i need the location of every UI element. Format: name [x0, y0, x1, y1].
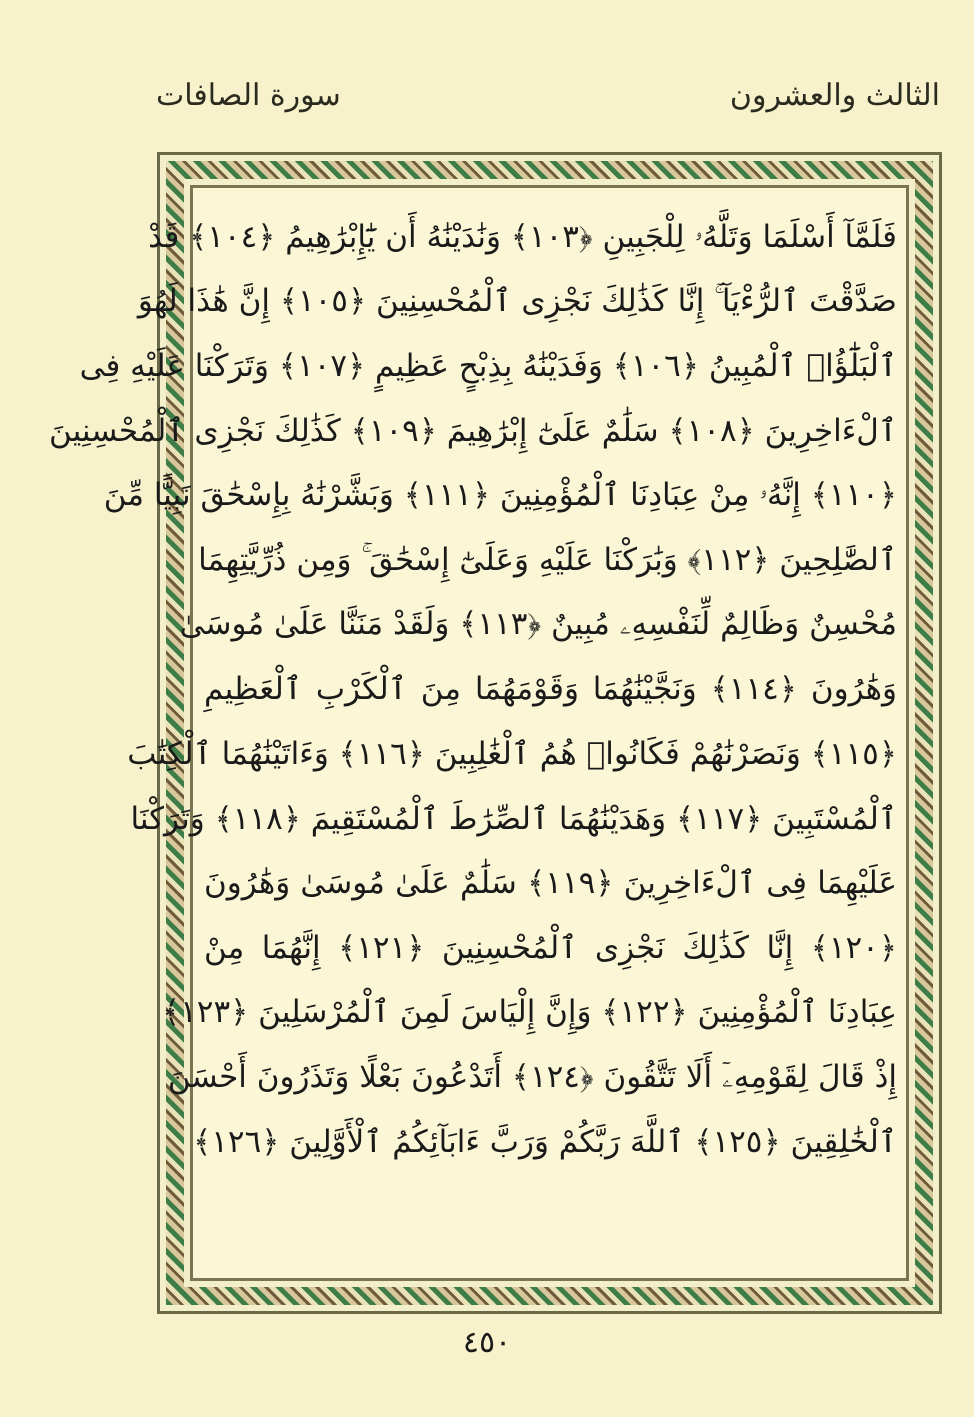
- line-text: عَلَيْهِمَا فِى ٱلْءَاخِرِينَ ﴿١١٩﴾ سَلَٰمٌ عَلَىٰ مُوسَىٰ وَهَٰرُونَ: [204, 865, 897, 902]
- line-text: إِذْ قَالَ لِقَوْمِهِۦٓ أَلَا تَتَّقُونَ ﴿١٢٤﴾ أَتَدْعُونَ بَعْلًا وَتَذَرُونَ أَحْسَنَ: [167, 1058, 897, 1095]
- line-text: ﴿١١٠﴾ إِنَّهُۥ مِنْ عِبَادِنَا ٱلْمُؤْمِنِينَ ﴿١١١﴾ وَبَشَّرْنَٰهُ بِإِسْحَٰقَ نَبِيًّا مِّنَ: [103, 477, 897, 514]
- text-line: [204, 657, 897, 722]
- line-text: ﴿١١٥﴾ وَنَصَرْنَٰهُمْ فَكَانُوا۟ هُمُ ٱلْغَٰلِبِينَ ﴿١١٦﴾ وَءَاتَيْنَٰهُمَا ٱلْكِتَٰبَ: [127, 736, 897, 773]
- juz-title: الثالث والعشرون: [729, 78, 940, 113]
- text-line: [127, 722, 897, 787]
- text-line: [167, 1045, 897, 1110]
- line-text: ٱلْءَاخِرِينَ ﴿١٠٨﴾ سَلَٰمٌ عَلَىٰٓ إِبْرَٰهِيمَ ﴿١٠٩﴾ كَذَٰلِكَ نَجْزِى ٱلْمُحْسِنِينَ: [48, 413, 897, 450]
- ornamental-frame: [48, 152, 942, 1314]
- line-text: ٱلصَّٰلِحِينَ ﴿١١٢﴾ وَبَٰرَكْنَا عَلَيْهِ وَعَلَىٰٓ إِسْحَٰقَ ۚ وَمِن ذُرِّيَّتِهِمَا: [198, 541, 897, 578]
- text-line: [79, 334, 897, 399]
- text-line: [103, 463, 897, 528]
- text-line: [148, 205, 897, 270]
- text-line: [204, 851, 897, 916]
- text-line: [193, 1109, 897, 1174]
- verse-text-block: [48, 205, 897, 1174]
- page-header: [0, 78, 974, 128]
- line-text: ﴿١٢٠﴾ إِنَّا كَذَٰلِكَ نَجْزِى ٱلْمُحْسِنِينَ ﴿١٢١﴾ إِنَّهُمَا مِنْ: [204, 929, 897, 966]
- surah-title: سورة الصافات: [156, 78, 341, 113]
- line-text: وَهَٰرُونَ ﴿١١٤﴾ وَنَجَّيْنَٰهُمَا وَقَوْمَهُمَا مِنَ ٱلْكَرْبِ ٱلْعَظِيمِ: [204, 671, 897, 708]
- page-number: ٤٥٠: [462, 1325, 512, 1360]
- line-text: مُحْسِنٌ وَظَالِمٌ لِّنَفْسِهِۦ مُبِينٌ ﴿١١٣﴾ وَلَقَدْ مَنَنَّا عَلَىٰ مُوسَىٰ: [179, 606, 897, 643]
- line-text: صَدَّقْتَ ٱلرُّءْيَآ ۚ إِنَّا كَذَٰلِكَ نَجْزِى ٱلْمُحْسِنِينَ ﴿١٠٥﴾ إِنَّ هَٰذَا لَهُوَ: [137, 283, 897, 320]
- line-text: فَلَمَّآ أَسْلَمَا وَتَلَّهُۥ لِلْجَبِينِ ﴿١٠٣﴾ وَنَٰدَيْنَٰهُ أَن يَٰٓإِبْرَٰهِيمُ ﴿١٠٤﴾ قَدْ: [148, 218, 897, 255]
- text-line: [48, 399, 897, 464]
- line-text: ٱلْمُسْتَبِينَ ﴿١١٧﴾ وَهَدَيْنَٰهُمَا ٱلصِّرَٰطَ ٱلْمُسْتَقِيمَ ﴿١١٨﴾ وَتَرَكْنَا: [130, 800, 897, 837]
- text-line: [161, 980, 897, 1045]
- text-line: [179, 593, 897, 658]
- text-line: [130, 786, 897, 851]
- line-text: ٱلْبَلَٰٓؤُا۟ ٱلْمُبِينُ ﴿١٠٦﴾ وَفَدَيْنَٰهُ بِذِبْحٍ عَظِيمٍ ﴿١٠٧﴾ وَتَرَكْنَا عَلَيْهِ فِى: [79, 348, 897, 385]
- line-text: ٱلْخَٰلِقِينَ ﴿١٢٥﴾ ٱللَّهَ رَبَّكُمْ وَرَبَّ ءَابَآئِكُمُ ٱلْأَوَّلِينَ ﴿١٢٦﴾: [193, 1123, 897, 1160]
- text-line: [198, 528, 897, 593]
- line-text: عِبَادِنَا ٱلْمُؤْمِنِينَ ﴿١٢٢﴾ وَإِنَّ إِلْيَاسَ لَمِنَ ٱلْمُرْسَلِينَ ﴿١٢٣﴾: [161, 994, 897, 1031]
- text-line: [137, 270, 897, 335]
- text-line: [204, 916, 897, 981]
